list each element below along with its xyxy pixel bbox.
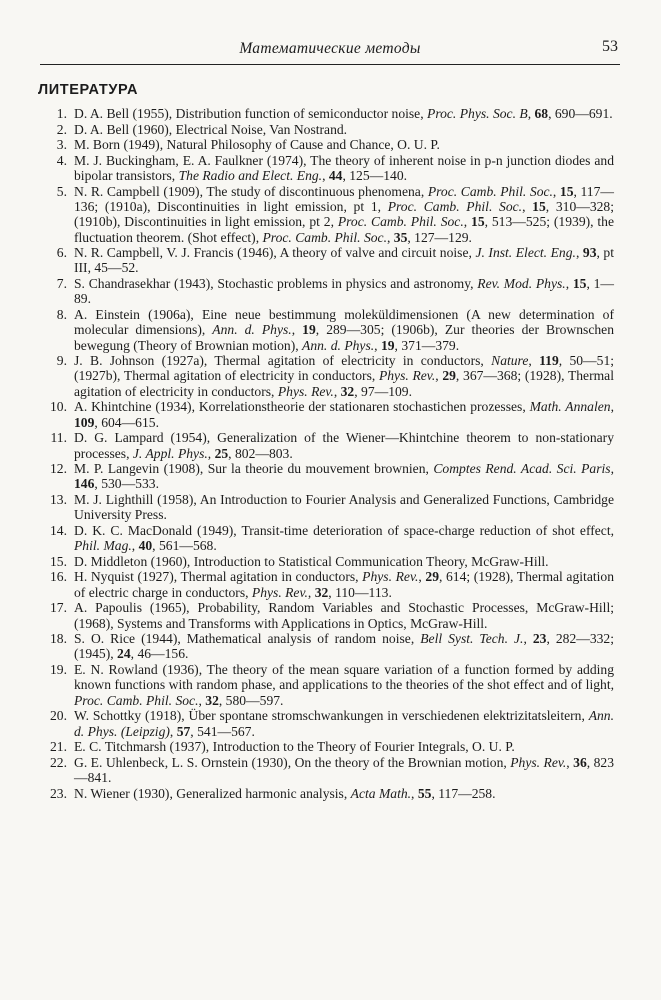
page-number: 53 [602,38,618,55]
reference-text: H. Nyquist (1927), Thermal agitation in conductors, Phys. Rev., 29, 614; (1928), Thermal agitation of electric charge in conductors, Phys. Rev., 32, 110—113. [74,569,614,600]
reference-item [38,307,614,353]
reference-text: D. Middleton (1960), Introduction to Statistical Communication Theory, McGraw-Hill. [74,553,549,569]
reference-text: D. A. Bell (1955), Distribution function of semiconductor noise, Proc. Phys. Soc. B, 68, 690—691. [74,106,613,121]
reference-text: M. P. Langevin (1908), Sur la theorie du mouvement brownien, Comptes Rend. Acad. Sci. Paris, 146, 530—533. [74,461,614,492]
reference-item [38,739,614,754]
reference-number: 4. [56,152,67,168]
reference-list [38,106,614,801]
reference-text: M. Born (1949), Natural Philosophy of Cause and Chance, O. U. P. [74,137,440,153]
reference-number: 1. [56,106,67,121]
reference-number: 5. [56,183,67,199]
reference-item [38,184,614,245]
reference-number: 20. [50,708,67,724]
reference-number: 3. [56,137,67,153]
reference-number: 6. [56,245,67,261]
reference-number: 21. [50,739,67,755]
reference-number: 22. [50,754,67,770]
reference-text: A. Einstein (1906a), Eine neue bestimmung moleküldimensionen (A new determination of molecular dimensions), Ann. d. Phys., 19, 289—305; (1906b), Zur theories der Brownschen bewegung (Theory of Brownian motion), Ann. d. Phys., 19, 371—379. [74,306,614,353]
reference-number: 12. [50,461,67,477]
reference-item [38,137,614,152]
reference-text: N. R. Campbell, V. J. Francis (1946), A theory of valve and circuit noise, J. Inst. Elect. Eng., 93, pt III, 45—52. [74,245,615,276]
reference-item [38,106,614,121]
reference-number: 19. [50,662,67,678]
reference-number: 15. [50,553,67,569]
reference-item [38,631,614,662]
reference-item [38,708,614,739]
reference-text: M. J. Buckingham, E. A. Faulkner (1974), The theory of inherent noise in p-n junction diodes and bipolar transistors, The Radio and Elect. Eng., 44, 125—140. [74,152,614,184]
running-header-title: Математические методы [239,40,421,57]
reference-item [38,569,614,600]
reference-text: A. Khintchine (1934), Korrelationstheorie der stationaren stochastichen prozesses, Math. Annalen, 109, 604—615. [74,399,614,430]
reference-item [38,755,614,786]
reference-item [38,430,614,461]
reference-item [38,461,614,492]
reference-text: S. Chandrasekhar (1943), Stochastic problems in physics and astronomy, Rev. Mod. Phys., 15, 1—89. [74,276,614,307]
reference-text: M. J. Lighthill (1958), An Introduction to Fourier Analysis and Generalized Functions, Cambridge University Press. [74,491,614,523]
reference-text: D. K. C. MacDonald (1949), Transit-time deterioration of space-charge reduction of shot effect, Phil. Mag., 40, 561—568. [74,522,614,554]
reference-text: A. Papoulis (1965), Probability, Random Variables and Stochastic Processes, McGraw-Hill; (1968), Systems and Transforms with Applications in Optics, McGraw-Hill. [74,600,614,631]
reference-number: 23. [50,785,67,801]
reference-number: 10. [50,399,67,415]
reference-number: 2. [56,121,67,137]
reference-item [38,786,614,801]
reference-item [38,122,614,137]
reference-text: N. R. Campbell (1909), The study of discontinuous phenomena, Proc. Camb. Phil. Soc., 15, 117—136; (1910a), Discontinuities in light emission, pt 1, Proc. Camb. Phil. Soc., 15, 310—328; (1910b), Discontinuities in light emission, pt 2, Proc. Camb. Phil. Soc., 15, 513—525; (1939), the fluctuation theorem. (Shot effect), Proc. Camb. Phil. Soc., 35, 127—129. [74,183,615,245]
reference-text: D. G. Lampard (1954), Generalization of the Wiener—Khintchine theorem to non-stationary processes, J. Appl. Phys., 25, 802—803. [74,430,614,461]
reference-number: 8. [56,306,67,322]
reference-item [38,276,614,307]
reference-text: S. O. Rice (1944), Mathematical analysis of random noise, Bell Syst. Tech. J., 23, 282—332; (1945), 24, 46—156. [74,631,615,662]
reference-text: N. Wiener (1930), Generalized harmonic analysis, Acta Math., 55, 117—258. [74,785,496,801]
running-header [40,38,620,65]
reference-item [38,600,614,631]
reference-text: E. C. Titchmarsh (1937), Introduction to the Theory of Fourier Integrals, O. U. P. [74,739,515,755]
reference-number: 7. [56,276,67,292]
reference-number: 9. [56,353,67,369]
reference-item [38,554,614,569]
reference-item [38,662,614,708]
reference-text: E. N. Rowland (1936), The theory of the mean square variation of a function formed by adding known functions with random phase, and applications to the theories of the shot effect and of light, Proc. Camb. Phil. Soc., 32, 580—597. [74,662,614,708]
reference-item [38,492,614,523]
reference-text: W. Schottky (1918), Über spontane stromschwankungen in verschiedenen elektrizitatsleitern, Ann. d. Phys. (Leipzig), 57, 541—567. [74,708,614,739]
reference-text: G. E. Uhlenbeck, L. S. Ornstein (1930), On the theory of the Brownian motion, Phys. Rev., 36, 823—841. [74,754,615,785]
reference-number: 14. [50,522,67,538]
section-title: ЛИТЕРАТУРА [38,82,139,98]
reference-number: 18. [50,631,67,647]
reference-number: 11. [50,430,67,446]
reference-text: J. B. Johnson (1927a), Thermal agitation of electricity in conductors, Nature, 119, 50—51; (1927b), Thermal agitation of electricity in conductors, Phys. Rev., 29, 367—368; (1928), Thermal agitation of electricity in conductors, Phys. Rev., 32, 97—109. [74,353,615,399]
reference-item [38,523,614,554]
reference-item [38,245,614,276]
reference-text: D. A. Bell (1960), Electrical Noise, Van Nostrand. [74,121,348,137]
reference-item [38,153,614,184]
reference-number: 16. [50,569,67,585]
reference-number: 13. [50,491,67,507]
reference-item [38,399,614,430]
reference-number: 17. [50,600,67,616]
reference-item [38,353,614,399]
